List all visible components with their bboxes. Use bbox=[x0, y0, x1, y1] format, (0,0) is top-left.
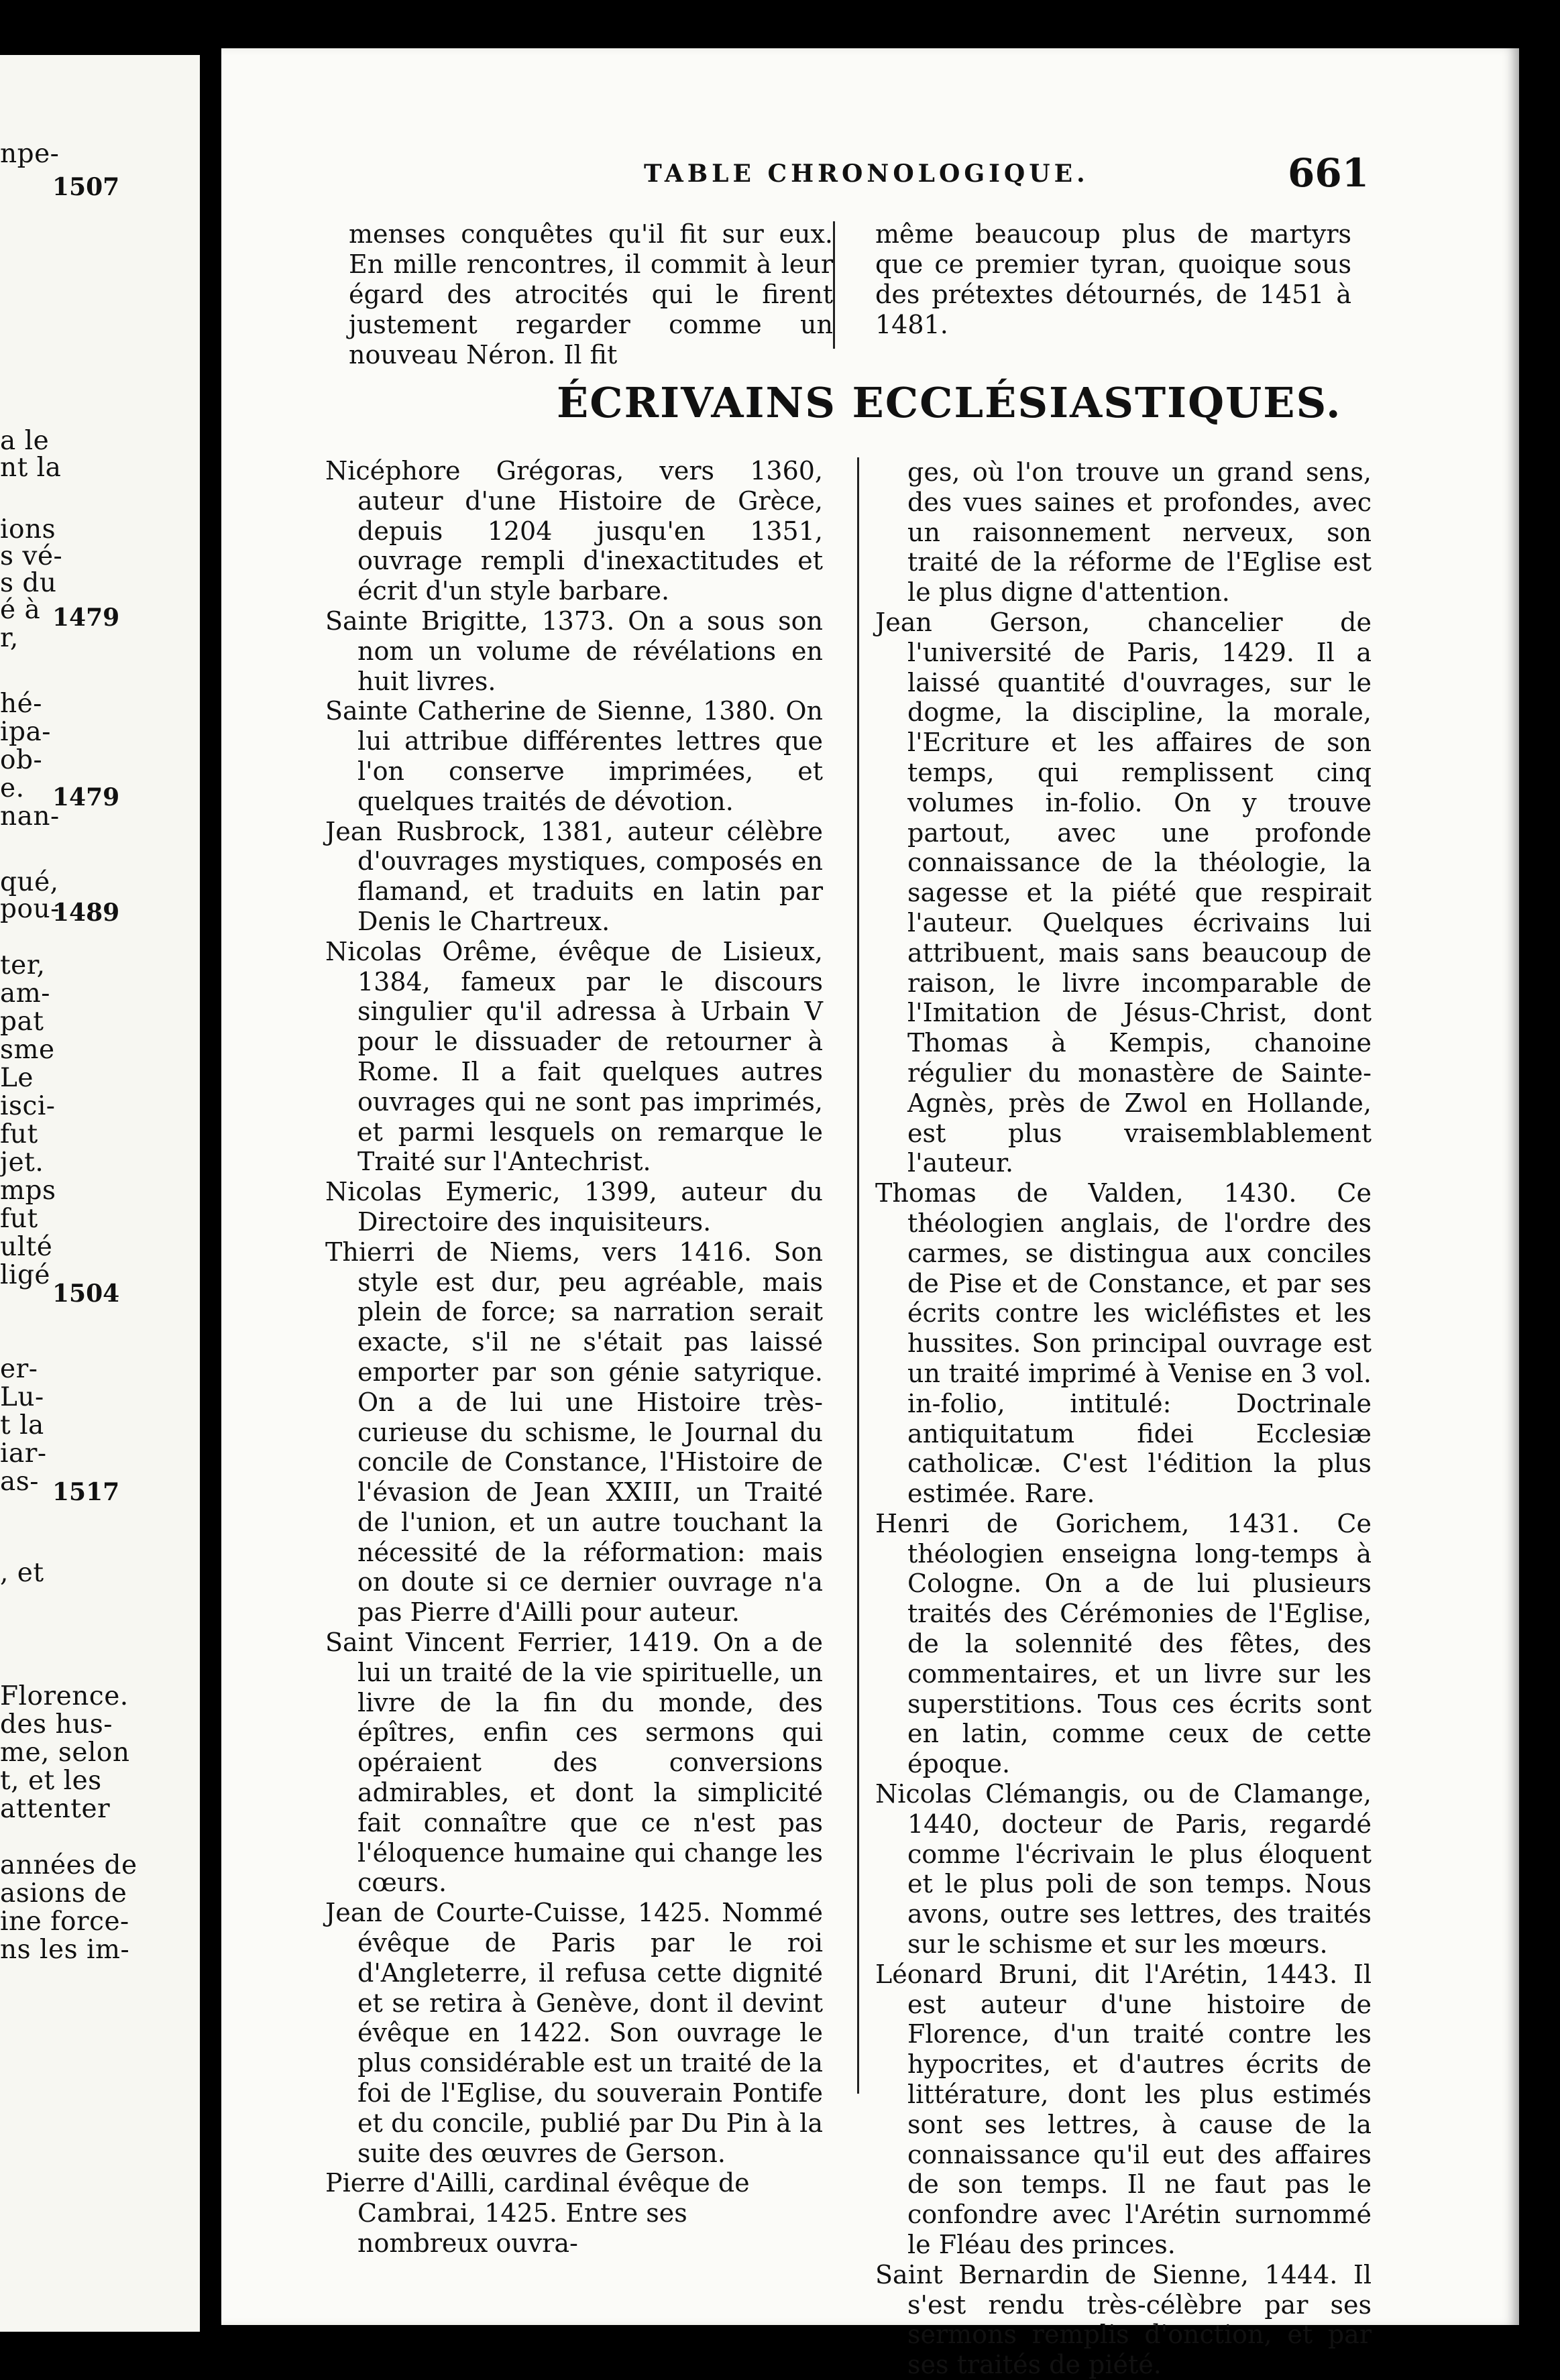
previous-page-line: ine force- bbox=[0, 1907, 129, 1937]
previous-page-line: npe- bbox=[0, 139, 60, 169]
previous-page-line: des hus- bbox=[0, 1709, 113, 1740]
previous-page-line: ligé bbox=[0, 1260, 50, 1290]
author-entry: Thomas de Valden, 1430. Ce théologien anglais, de l'ordre des carmes, se distingua aux conciles de Pise et de Constance, et par ses écrits contre les wicléfistes et les hussites. Son principal ouvrage est un traité imprimé à Venise en 3 vol. in-folio, intitulé: Doctrinale antiquitatum fidei Ecclesiæ catholicæ. C'est l'édition la plus estimée. Rare. bbox=[875, 1178, 1372, 1509]
previous-page-line: nan- bbox=[0, 801, 60, 832]
previous-page-year: 1507 bbox=[52, 173, 120, 201]
previous-page-line: é à bbox=[0, 595, 41, 625]
author-entry: Jean Gerson, chancelier de l'université de Paris, 1429. Il a laissé quantité d'ouvrages, sur le dogme, la discipline, la morale, l'Ecriture et les affaires de son temps, qui remplissent cinq volumes in-folio. On y trouve partout, avec une profonde connaissance de la théologie, la sagesse et la piété que respirait l'auteur. Quelques écrivains lui attribuent, mais sans beaucoup de raison, le livre incomparable de l'Imitation de Jésus-Christ, dont Thomas à Kempis, chanoine régulier du monastère de Sainte-Agnès, près de Zwol en Hollande, est plus vraisemblablement l'auteur. bbox=[875, 607, 1372, 1178]
author-entry: Nicolas Eymeric, 1399, auteur du Directoire des inquisiteurs. bbox=[325, 1177, 823, 1237]
author-entry: Léonard Bruni, dit l'Arétin, 1443. Il est auteur d'une histoire de Florence, d'un traité contre les hypocrites, et d'autres écrits de littérature, dont les plus estimés sont ses lettres, à cause de la connaissance qu'il eut des affaires de son temps. Il ne faut pas le confondre avec l'Arétin surnommé le Fléau des princes. bbox=[875, 1959, 1372, 2260]
author-entry: Henri de Gorichem, 1431. Ce théologien enseigna long-temps à Cologne. On a de lui plusieurs traités des Cérémonies de l'Eglise, de la solennité des fêtes, des commentaires, et un livre sur les superstitions. Tous ces écrits sont en latin, comme ceux de cette époque. bbox=[875, 1508, 1372, 1779]
author-entry: Jean Rusbrock, 1381, auteur célèbre d'ouvrages mystiques, composés en flamand, et traduits en latin par Denis le Chartreux. bbox=[325, 816, 823, 936]
previous-page-line: qué, bbox=[0, 867, 59, 897]
previous-page-line: ions bbox=[0, 514, 56, 545]
previous-page-line: nt la bbox=[0, 453, 62, 483]
previous-page-line: e. bbox=[0, 773, 25, 803]
running-head-title: TABLE CHRONOLOGIQUE. bbox=[644, 160, 1089, 188]
previous-page-line: r, bbox=[0, 623, 19, 653]
author-entry: Sainte Brigitte, 1373. On a sous son nom un volume de révélations en huit livres. bbox=[325, 606, 823, 696]
previous-page-line: pou- bbox=[0, 894, 60, 924]
previous-page-line: ns les im- bbox=[0, 1935, 130, 1965]
previous-page-year: 1479 bbox=[52, 604, 120, 632]
section-title: ÉCRIVAINS ECCLÉSIASTIQUES. bbox=[557, 378, 1342, 427]
author-entry: ges, où l'on trouve un grand sens, des vues saines et profondes, avec un raisonnement nerveux, son traité de la réforme de l'Eglise est le plus digne d'attention. bbox=[907, 457, 1372, 608]
previous-page-line: iar- bbox=[0, 1438, 47, 1469]
previous-page-line: sme bbox=[0, 1035, 55, 1065]
author-entry: Nicolas Orême, évêque de Lisieux, 1384, fameux par le discours singulier qu'il adressa à Urbain V pour le dissuader de retourner à Rome. Il a fait quelques autres ouvrages qui ne sont pas imprimés, et parmi lesquels on remarque le Traité sur l'Antechrist. bbox=[325, 936, 823, 1177]
previous-page-line: Lu- bbox=[0, 1382, 44, 1412]
previous-page-line: attenter bbox=[0, 1794, 111, 1824]
previous-page-line: t, et les bbox=[0, 1766, 102, 1796]
top-left-text: menses conquêtes qu'il fit sur eux. En mille rencontres, il commit à leur égard des atrocités qui le firent justement regarder comme un nouveau Néron. Il fit bbox=[349, 219, 833, 370]
previous-page-line: ter, bbox=[0, 950, 46, 980]
author-entry: Sainte Catherine de Sienne, 1380. On lui attribue différentes lettres que l'on conserve imprimées, et quelques traités de dévotion. bbox=[325, 696, 823, 816]
previous-page-line: asions de bbox=[0, 1878, 127, 1909]
previous-page-line: fut bbox=[0, 1119, 38, 1149]
book-page bbox=[221, 48, 1519, 2380]
previous-page-line: fut bbox=[0, 1204, 38, 1234]
page-number: 661 bbox=[1288, 150, 1370, 196]
top-left-paragraph bbox=[349, 219, 833, 370]
previous-page-line: hé- bbox=[0, 689, 42, 719]
left-column bbox=[325, 456, 823, 2259]
previous-page-line: me, selon bbox=[0, 1738, 130, 1768]
previous-page-line: s du bbox=[0, 568, 57, 598]
author-entry: Saint Vincent Ferrier, 1419. On a de lui un traité de la vie spirituelle, un livre de la fin du monde, des épîtres, enfin ces sermons qui opéraient des conversions admirables, et dont la simplicité fait connaître que ce n'est pas l'éloquence humaine qui change les cœurs. bbox=[325, 1628, 823, 1898]
previous-page-line: t la bbox=[0, 1410, 44, 1440]
previous-page-line: ipa- bbox=[0, 717, 51, 747]
author-entry: Pierre d'Ailli, cardinal évêque de Cambrai, 1425. Entre ses nombreux ouvra- bbox=[325, 2168, 750, 2259]
right-column bbox=[875, 457, 1372, 2380]
previous-page-line: jet. bbox=[0, 1147, 44, 1178]
previous-page-line: Florence. bbox=[0, 1681, 129, 1711]
previous-page-line: er- bbox=[0, 1354, 38, 1384]
previous-page-year: 1479 bbox=[52, 783, 120, 811]
previous-page-line: mps bbox=[0, 1176, 56, 1206]
middle-column-rule bbox=[857, 457, 859, 2094]
previous-page-line: s vé- bbox=[0, 541, 63, 571]
previous-page-year: 1489 bbox=[52, 899, 120, 927]
author-entry: Nicéphore Grégoras, vers 1360, auteur d'une Histoire de Grèce, depuis 1204 jusqu'en 1351, ouvrage rempli d'inexactitudes et écrit d'un style barbare. bbox=[325, 456, 823, 606]
author-entry: Nicolas Clémangis, ou de Clamange, 1440, docteur de Paris, regardé comme l'écrivain le plus éloquent et le plus poli de son temps. Nous avons, outre ses lettres, des traités sur le schisme et sur les mœurs. bbox=[875, 1779, 1372, 1960]
author-entry: Thierri de Niems, vers 1416. Son style est dur, peu agréable, mais plein de force; sa narration serait exacte, s'il ne s'était pas laissé emporter par son génie satyrique. On a de lui une Histoire très-curieuse du schisme, le Journal du concile de Constance, l'Histoire de l'évasion de Jean XXIII, un Traité de l'union, et un autre touchant la nécessité de la réformation: mais on doute si ce dernier ouvrage n'a pas Pierre d'Ailli pour auteur. bbox=[325, 1237, 823, 1628]
previous-page-line: a le bbox=[0, 426, 50, 456]
previous-page-line: ob- bbox=[0, 745, 43, 775]
previous-page-line: Le bbox=[0, 1063, 34, 1093]
previous-page-line: , et bbox=[0, 1558, 44, 1588]
top-right-paragraph bbox=[875, 219, 1351, 340]
previous-page-line: isci- bbox=[0, 1091, 56, 1121]
previous-page-line: pat bbox=[0, 1007, 44, 1037]
author-entry: Saint Bernardin de Sienne, 1444. Il s'est rendu très-célèbre par ses sermons remplis d'onction, et par ses traités de piété. bbox=[875, 2259, 1372, 2380]
previous-page-line: as- bbox=[0, 1467, 39, 1497]
previous-page-year: 1504 bbox=[52, 1280, 120, 1308]
top-right-text: même beaucoup plus de martyrs que ce premier tyran, quoique sous des prétextes détournés, de 1451 à 1481. bbox=[875, 219, 1351, 339]
author-entry: Jean de Courte-Cuisse, 1425. Nommé évêque de Paris par le roi d'Angleterre, il refusa cette dignité et se retira à Genève, dont il devint évêque en 1422. Son ouvrage le plus considérable est un traité de la foi de l'Eglise, du souverain Pontife et du concile, publié par Du Pin à la suite des œuvres de Gerson. bbox=[325, 1898, 823, 2168]
top-column-rule bbox=[833, 221, 835, 349]
previous-page-line: années de bbox=[0, 1850, 137, 1880]
previous-page-year: 1517 bbox=[52, 1478, 120, 1506]
running-head bbox=[423, 150, 1370, 209]
previous-page-fragment bbox=[0, 55, 200, 2332]
previous-page-line: ulté bbox=[0, 1232, 53, 1262]
previous-page-line: am- bbox=[0, 978, 50, 1009]
